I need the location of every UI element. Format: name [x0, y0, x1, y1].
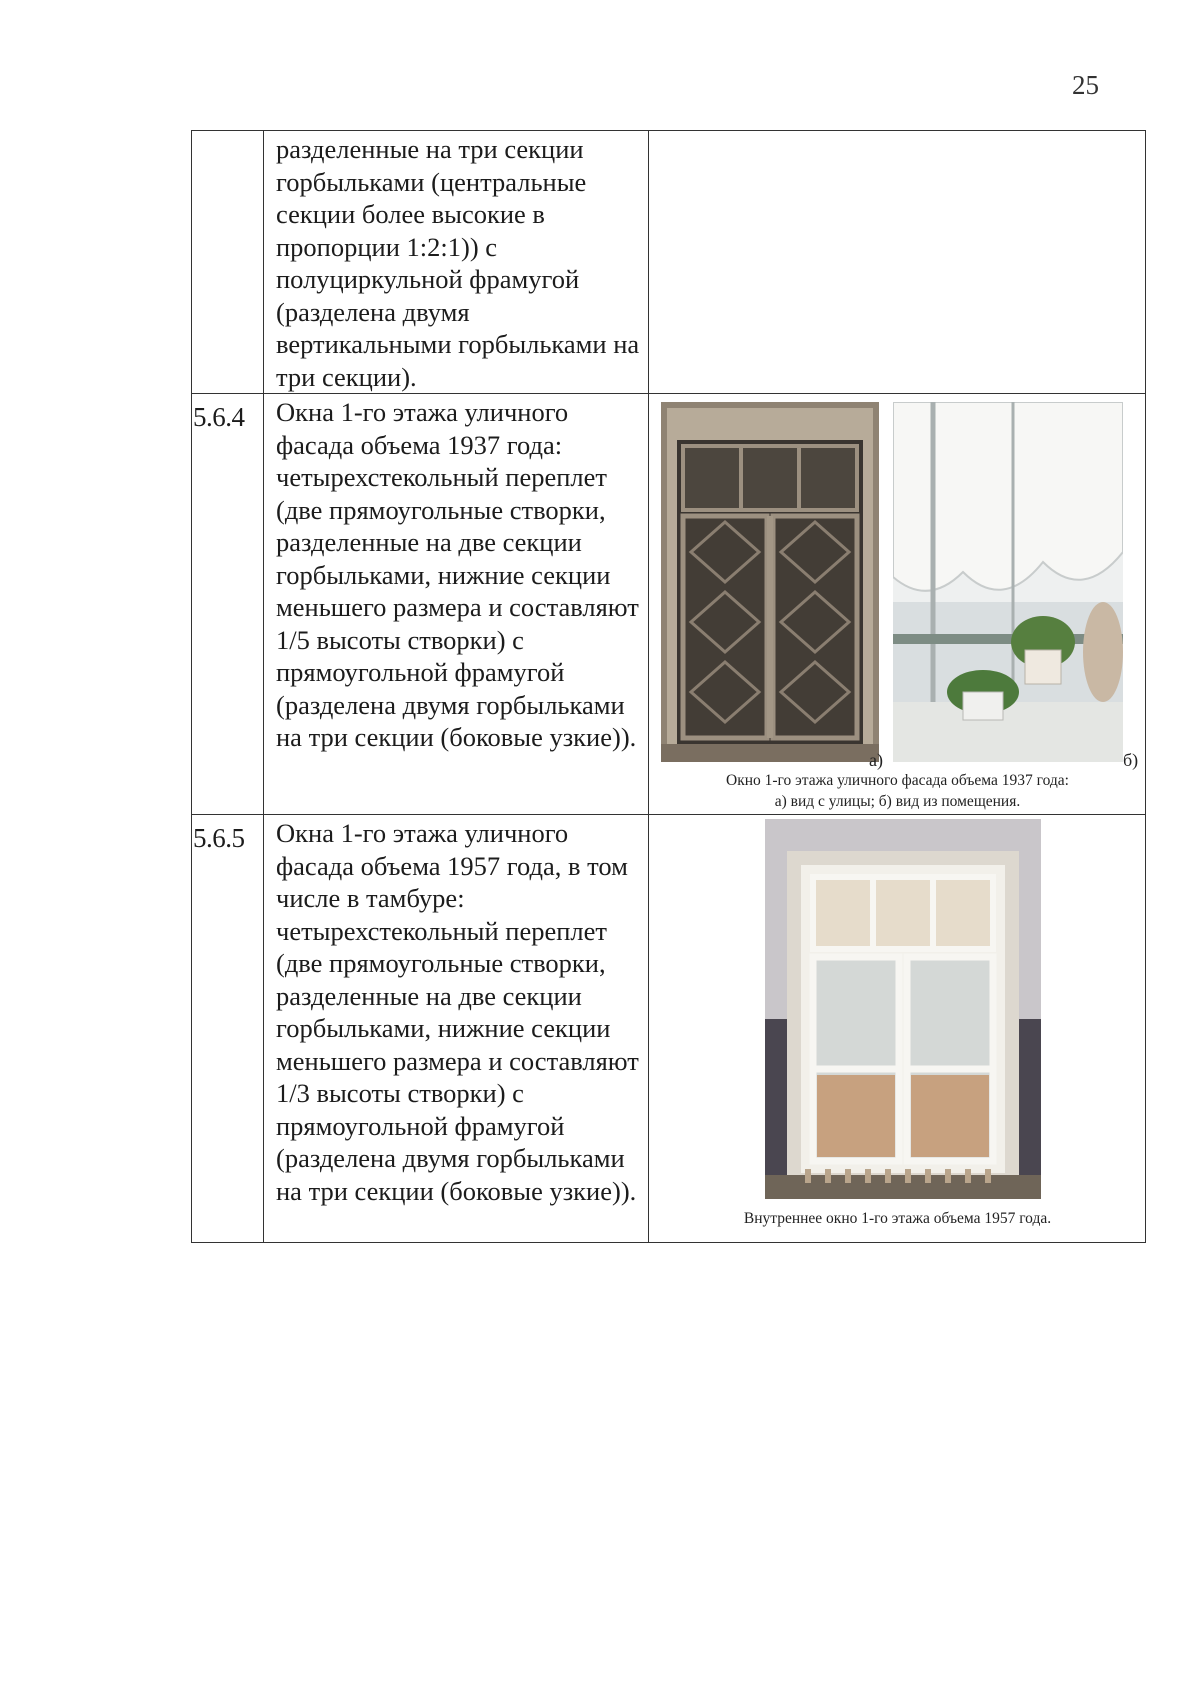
- image-cell: [649, 394, 1146, 815]
- image-cell-empty: [649, 131, 1146, 394]
- page-number: 25: [1072, 70, 1099, 100]
- specification-table: [191, 130, 1146, 1243]
- figure-1957-window: [649, 815, 1145, 1242]
- photo-street-view: [661, 402, 879, 762]
- description-text: разделенные на три секции горбыльками (центральные секции более высокие в пропорции 1:2:1)) с полуциркульной фрамугой (разделена двумя вертикальными горбыльками на три секции).: [276, 134, 640, 392]
- figure-1937-windows: [649, 394, 1145, 814]
- description-text: Окна 1-го этажа уличного фасада объема 1937 года: четырехстекольный переплет (две прямоугольные створки, разделенные на две секции горбыльками, нижние секции меньшего размера и составляют 1/5 высоты створки) с прямоугольной фрамугой (разделена двумя горбыльками на три секции (боковые узкие)).: [276, 397, 639, 752]
- table-row: [192, 131, 1146, 394]
- row-number-cell: 5.6.4: [192, 394, 264, 815]
- label-b: б): [1123, 750, 1139, 770]
- description-text: Окна 1-го этажа уличного фасада объема 1957 года, в том числе в тамбуре: четырехстекольный переплет (две прямоугольные створки, разделенные на две секции горбыльками, нижние секции меньшего размера и составляют 1/3 высоты створки) с прямоугольной фрамугой (разделена двумя горбыльками на три секции (боковые узкие)).: [276, 818, 639, 1206]
- photo-interior-window-1957: [765, 819, 1041, 1199]
- label-a: а): [869, 750, 883, 770]
- description-cell: [264, 815, 649, 1243]
- table-row: [192, 815, 1146, 1243]
- row-number-cell: [192, 131, 264, 394]
- photo-interior-view: [893, 402, 1123, 762]
- figure-caption: Внутреннее окно 1-го этажа объема 1957 года.: [743, 1210, 1052, 1227]
- description-cell: [264, 131, 649, 394]
- figure-caption: Окно 1-го этажа уличного фасада объема 1937 года: а) вид с улицы; б) вид из помещения.: [726, 772, 1069, 810]
- description-cell: [264, 394, 649, 815]
- row-number-cell: 5.6.5: [192, 815, 264, 1243]
- image-cell: [649, 815, 1146, 1243]
- table-row: [192, 394, 1146, 815]
